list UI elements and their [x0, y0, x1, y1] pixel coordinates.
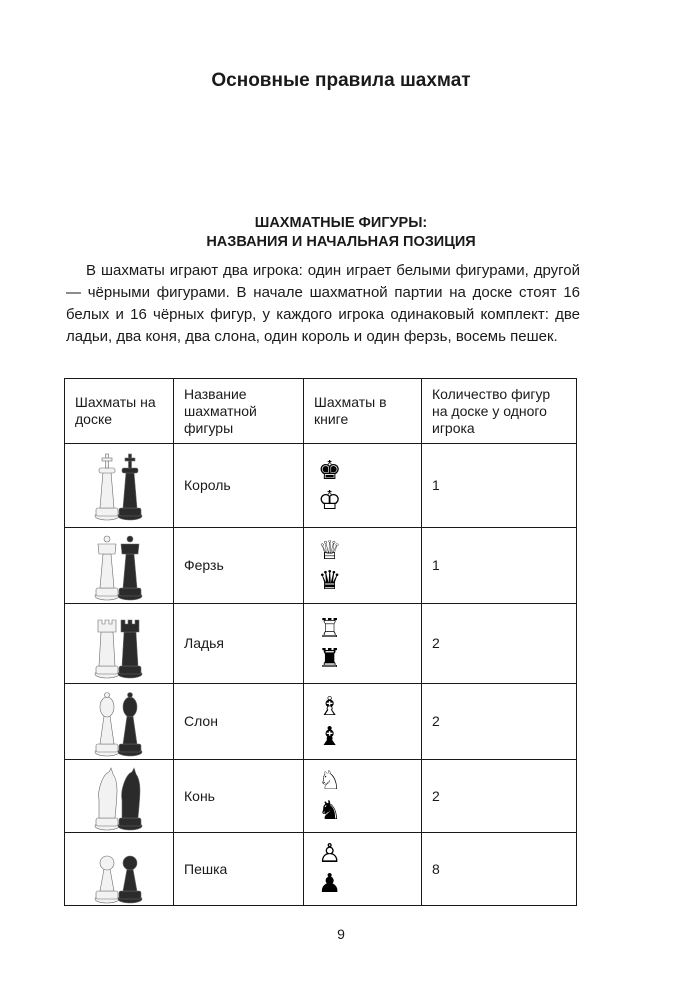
piece-glyph-cell [304, 444, 422, 528]
piece-count: 1 [422, 528, 577, 604]
bishop-photo-icon [86, 686, 152, 758]
pawn-glyph-top-icon: ♙ [318, 839, 342, 869]
piece-count: 2 [422, 760, 577, 833]
table-row [65, 833, 577, 906]
rook-photo-icon [86, 608, 152, 680]
table-row [65, 604, 577, 684]
section-heading-line-1: ШАХМАТНЫЕ ФИГУРЫ: [254, 215, 428, 231]
queen-glyph-top-icon: ♕ [318, 535, 342, 566]
intro-paragraph: В шахматы играют два игрока: один играет белыми фигурами, другой — чёрными фигурами. В начале шахматной партии на доске стоят 16 белых и 16 чёрных фигур, у каждого игрока одинаковый комплект: две ладьи, два коня, два слона, один король и один ферзь, восемь пешек. [66, 262, 580, 345]
table-header-row [65, 379, 577, 444]
pieces-table [64, 378, 577, 906]
piece-name: Ладья [174, 604, 304, 684]
king-glyph-bottom-icon: ♔ [318, 485, 342, 516]
piece-count: 2 [422, 684, 577, 760]
rook-glyph-top-icon: ♖ [318, 613, 342, 644]
header-glyph: Шахматы в книге [304, 379, 422, 444]
king-photo-icon [86, 450, 152, 522]
section-heading [0, 214, 682, 252]
bishop-glyph-bottom-icon: ♝ [318, 721, 342, 752]
page-title: Основные правила шахмат [211, 70, 471, 91]
piece-photo-cell [65, 833, 174, 906]
header-count: Количество фигур на доске у одного игрока [422, 379, 577, 444]
bishop-glyph-top-icon: ♗ [318, 691, 342, 722]
knight-photo-icon [86, 760, 152, 832]
pawn-photo-icon [86, 833, 152, 905]
piece-photo-cell [65, 684, 174, 760]
table-body [65, 444, 577, 906]
piece-name: Слон [174, 684, 304, 760]
king-glyph-top-icon: ♚ [318, 455, 342, 486]
piece-photo-cell [65, 528, 174, 604]
piece-count: 2 [422, 604, 577, 684]
piece-count: 1 [422, 444, 577, 528]
piece-glyph-cell [304, 684, 422, 760]
table-row [65, 528, 577, 604]
piece-glyph-cell [304, 833, 422, 906]
page-number: 9 [337, 926, 345, 942]
pawn-glyph-bottom-icon: ♟ [318, 869, 342, 899]
piece-glyph-cell [304, 760, 422, 833]
piece-photo-cell [65, 604, 174, 684]
piece-name: Конь [174, 760, 304, 833]
header-photo: Шахматы на доске [65, 379, 174, 444]
header-name: Название шахматной фигуры [174, 379, 304, 444]
piece-photo-cell [65, 760, 174, 833]
piece-count: 8 [422, 833, 577, 906]
table-row [65, 760, 577, 833]
table-row [65, 684, 577, 760]
piece-photo-cell [65, 444, 174, 528]
piece-name: Ферзь [174, 528, 304, 604]
piece-name: Пешка [174, 833, 304, 906]
knight-glyph-bottom-icon: ♞ [318, 796, 342, 826]
knight-glyph-top-icon: ♘ [318, 766, 342, 796]
rook-glyph-bottom-icon: ♜ [318, 643, 342, 674]
queen-photo-icon [86, 530, 152, 602]
table-row [65, 444, 577, 528]
piece-name: Король [174, 444, 304, 528]
piece-glyph-cell [304, 528, 422, 604]
queen-glyph-bottom-icon: ♛ [318, 565, 342, 596]
piece-glyph-cell [304, 604, 422, 684]
section-heading-line-2: НАЗВАНИЯ И НАЧАЛЬНАЯ ПОЗИЦИЯ [206, 234, 476, 250]
